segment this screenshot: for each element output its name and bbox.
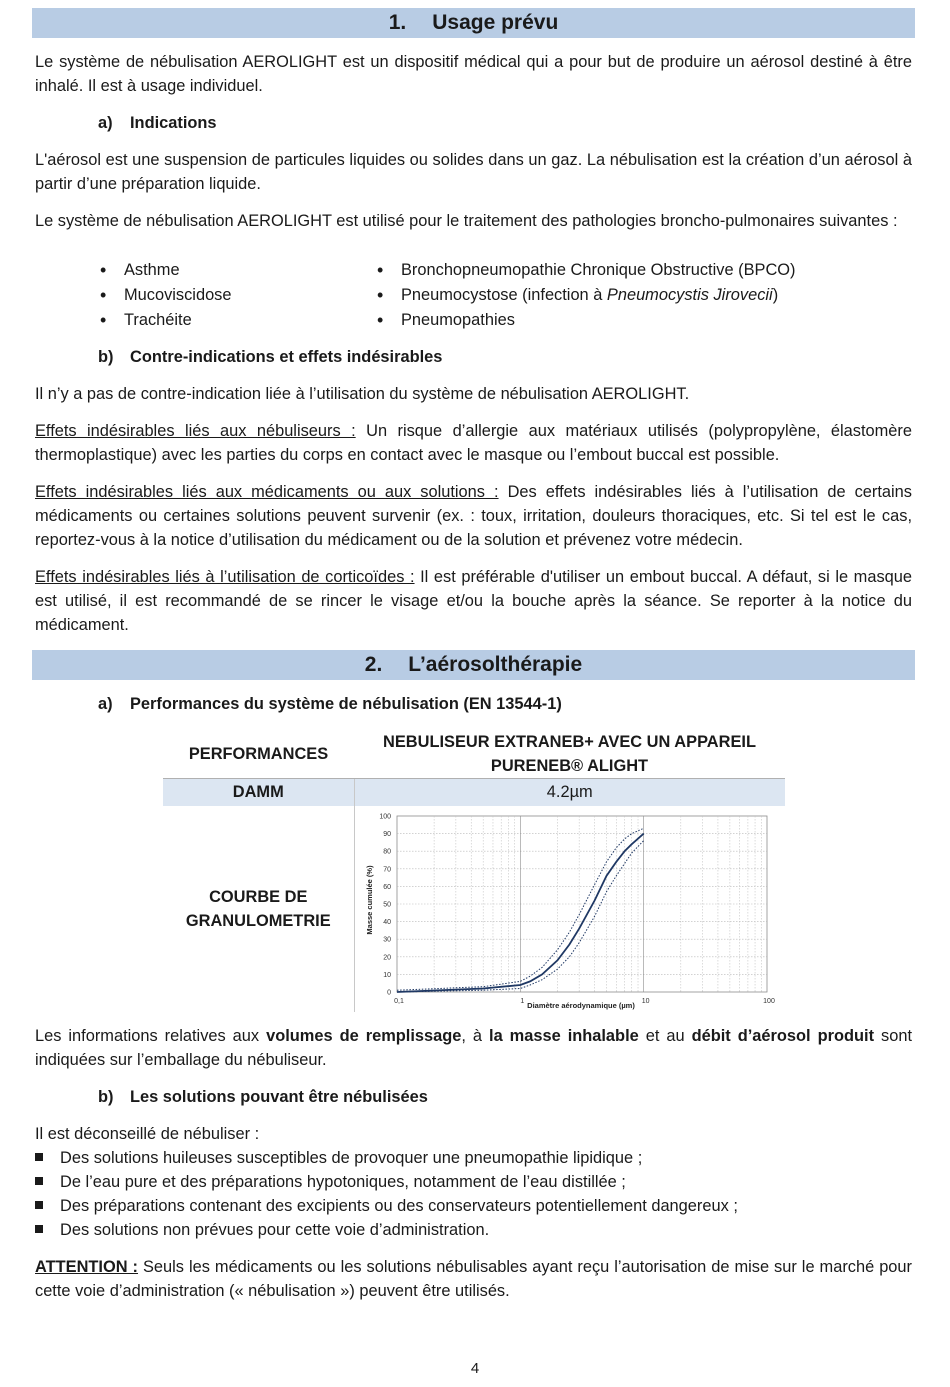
info-text: , à [461, 1027, 490, 1045]
section-number: 1. [388, 11, 407, 34]
y-tick-label: 10 [383, 971, 391, 979]
y-tick-label: 20 [383, 954, 391, 962]
effects-nebulizers-paragraph [35, 419, 912, 467]
table-header-row [163, 730, 785, 779]
attention-paragraph [35, 1255, 912, 1303]
y-tick-label: 100 [379, 813, 391, 821]
y-tick-label: 90 [383, 831, 391, 839]
x-tick-label: 0,1 [394, 998, 404, 1005]
indication-label: Pneumocystose (infection à [401, 286, 607, 304]
bullet-icon: • [377, 260, 384, 280]
sub-title: Performances du système de nébulisation (EN 13544-1) [130, 695, 562, 713]
indication-item [100, 283, 232, 307]
effects-text: Des effets indésirables liés à l’utilisation de certains médicaments ou certaines solutions peuvent survenir (ex. : toux, irritation, douleurs thoraciques, etc. Si tel est le cas, reportez-vous à la notice d’utilisation du médicament ou de la solution et prévenez votre médecin. [35, 483, 912, 549]
performance-heading [98, 692, 562, 716]
section-title: Usage prévu [432, 11, 559, 34]
intro-paragraph: Le système de nébulisation AEROLIGHT est un dispositif médical qui a pour but de produire un aérosol destiné à être inhalé. Il est à usage individuel. [35, 53, 912, 95]
indication-item [377, 283, 779, 307]
effects-label: Effets indésirables liés à l’utilisation de corticoïdes : [35, 568, 415, 586]
y-tick-label: 60 [383, 883, 391, 891]
effects-corticoids-paragraph [35, 565, 912, 637]
damm-label: DAMM [232, 782, 284, 801]
bullet-icon: • [377, 285, 384, 305]
info-paragraph [35, 1024, 912, 1072]
square-bullet-icon [35, 1201, 43, 1209]
indication-item [377, 258, 796, 282]
indications-paragraph-2: Le système de nébulisation AEROLIGHT est utilisé pour le traitement des pathologies broncho-pulmonaires suivantes : [35, 212, 898, 230]
info-bold: volumes de remplissage [266, 1027, 462, 1045]
header-performances: PERFORMANCES [163, 730, 354, 779]
contra-paragraph: Il n’y a pas de contre-indication liée à l’utilisation du système de nébulisation AEROLIGHT. [35, 385, 690, 403]
list-item-text: Des solutions non prévues pour cette voie d’administration. [60, 1221, 490, 1239]
sub-letter: b) [98, 1088, 114, 1106]
damm-value: 4.2µm [354, 779, 785, 806]
sub-title: Contre-indications et effets indésirables [130, 348, 443, 366]
curve-label [163, 806, 354, 1012]
section-1-heading [32, 8, 915, 38]
sub-letter: b) [98, 348, 114, 366]
list-item-text: De l’eau pure et des préparations hypotoniques, notamment de l’eau distillée ; [60, 1173, 626, 1191]
list-item [35, 1146, 642, 1170]
bullet-icon: • [100, 310, 107, 330]
y-tick-label: 80 [383, 848, 391, 856]
effects-label: Effets indésirables liés aux nébuliseurs : [35, 422, 356, 440]
indication-label: Asthme [124, 261, 180, 279]
header-nebulizer-line-1: NEBULISEUR EXTRANEB+ AVEC UN APPAREIL [383, 733, 756, 751]
bullet-icon: • [100, 260, 107, 280]
section-2-heading [32, 650, 915, 680]
page-number: 4 [470, 1360, 480, 1377]
granulometry-chart [355, 806, 785, 1012]
table-row [163, 779, 785, 806]
section-title: L’aérosolthérapie [408, 653, 583, 676]
indication-label: Mucoviscidose [124, 286, 232, 304]
indication-item [377, 308, 515, 332]
sub-letter: a) [98, 695, 113, 713]
granulometry-chart-svg [355, 806, 785, 1012]
info-text: Les informations relatives aux [35, 1027, 267, 1045]
y-tick-label: 40 [383, 919, 391, 927]
solutions-heading [98, 1085, 428, 1109]
x-tick-label: 10 [641, 998, 650, 1005]
y-tick-label: 30 [383, 936, 391, 944]
indication-item [100, 308, 192, 332]
info-text: sont indiquées sur l’emballage du nébuliseur. [35, 1027, 912, 1069]
curve-label-line-2: GRANULOMETRIE [185, 911, 331, 930]
info-bold: débit d’aérosol produit [691, 1027, 875, 1045]
indication-close: ) [772, 286, 779, 304]
list-item [35, 1218, 489, 1242]
effects-label: Effets indésirables liés aux médicaments ou aux solutions : [35, 483, 499, 501]
x-tick-label: 100 [763, 998, 775, 1005]
effects-drugs-paragraph [35, 480, 912, 552]
attention-label: ATTENTION : [35, 1258, 139, 1276]
header-nebulizer-line-2: PURENEB® ALIGHT [490, 757, 649, 775]
info-bold: la masse inhalable [489, 1027, 639, 1045]
y-tick-label: 50 [383, 901, 391, 909]
sub-title: Les solutions pouvant être nébulisées [130, 1088, 428, 1106]
info-text: et au [638, 1027, 692, 1045]
indications-paragraph-1: L'aérosol est une suspension de particules liquides ou solides dans un gaz. La nébulisation est la création d’un aérosol à partir d’une préparation liquide. [35, 151, 912, 193]
effects-text: Il est préférable d'utiliser un embout buccal. A défaut, si le masque est utilisé, il est recommandé de se rincer le visage et/ou la bouche après la séance. Se reporter à la notice du médicament. [35, 568, 912, 634]
y-axis-label: Masse cumulée (%) [365, 865, 374, 935]
x-axis-label: Diamètre aérodynamique (µm) [527, 1001, 635, 1010]
sub-title: Indications [130, 114, 217, 132]
x-tick-label: 1 [520, 998, 525, 1005]
effects-text: Un risque d’allergie aux matériaux utilisés (polypropylène, élastomère thermoplastique) avec les parties du corps en contact avec le masque ou l’embout buccal est possible. [35, 422, 912, 464]
bullet-icon: • [100, 285, 107, 305]
indication-item [100, 258, 180, 282]
square-bullet-icon [35, 1153, 43, 1161]
indication-label: Trachéite [124, 311, 192, 329]
square-bullet-icon [35, 1177, 43, 1185]
list-item [35, 1194, 738, 1218]
list-item [35, 1170, 626, 1194]
attention-text: Seuls les médicaments ou les solutions nébulisables ayant reçu l’autorisation de mise sur le marché pour cette voie d’administration (« nébulisation ») peuvent être utilisés. [35, 1258, 912, 1300]
curve-label-line-1: COURBE DE [209, 887, 308, 906]
y-tick-label: 0 [387, 989, 391, 997]
list-item-text: Des solutions huileuses susceptibles de provoquer une pneumopathie lipidique ; [60, 1149, 643, 1167]
sub-letter: a) [98, 114, 113, 132]
indication-label: Pneumopathies [401, 311, 515, 329]
section-number: 2. [364, 653, 383, 676]
y-tick-label: 70 [383, 866, 391, 874]
indication-label: Bronchopneumopathie Chronique Obstructive (BPCO) [401, 261, 796, 279]
list-item-text: Des préparations contenant des excipients ou des conservateurs potentiellement dangereux ; [60, 1197, 738, 1215]
indications-heading [98, 111, 217, 135]
bullet-icon: • [377, 310, 384, 330]
square-bullet-icon [35, 1225, 43, 1233]
solutions-intro: Il est déconseillé de nébuliser : [35, 1125, 260, 1143]
contra-heading [98, 345, 442, 369]
header-nebulizer [354, 730, 785, 779]
indication-italic: Pneumocystis Jirovecii [606, 286, 773, 304]
